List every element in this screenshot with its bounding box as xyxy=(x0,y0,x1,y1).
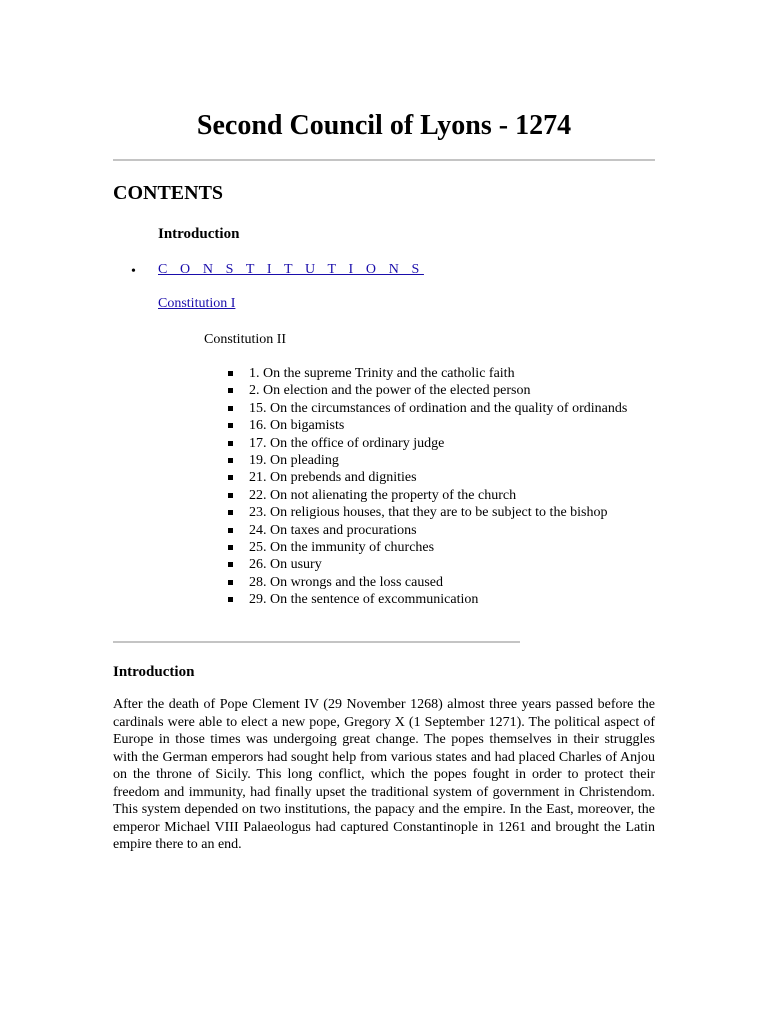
toc-item: 15. On the circumstances of ordination and the quality of ordinands xyxy=(249,400,655,417)
introduction-heading: Introduction xyxy=(113,664,195,680)
toc-item: 2. On election and the power of the elected person xyxy=(249,382,655,399)
toc-item: 26. On usury xyxy=(249,556,655,573)
toc-item: 25. On the immunity of churches xyxy=(249,539,655,556)
constitution-i-link[interactable]: Constitution I xyxy=(158,296,236,311)
toc-item: 16. On bigamists xyxy=(249,417,655,434)
contents-heading: CONTENTS xyxy=(113,182,224,204)
toc-list xyxy=(249,365,655,609)
introduction-paragraph: After the death of Pope Clement IV (29 November 1268) almost three years passed before the cardinals were able to elect a new pope, Gregory X (1 September 1271). The political aspect of Europe in those times was undergoing great change. The popes themselves in their struggles with the German emperors had sought help from various states and had placed Charles of Anjou on the throne of Sicily. This long conflict, which the popes fought in order to protect their freedom and immunity, had finally upset the traditional system of government in Christendom. This system depended on two institutions, the papacy and the empire. In the East, moreover, the emperor Michael VIII Palaeologus had captured Constantinople in 1261 and brought the Latin empire there to an end. xyxy=(113,697,655,852)
toc-item: 23. On religious houses, that they are to be subject to the bishop xyxy=(249,504,655,521)
toc-item: 19. On pleading xyxy=(249,452,655,469)
contents-introduction: Introduction xyxy=(158,226,240,242)
page-title: Second Council of Lyons - 1274 xyxy=(196,110,572,141)
toc-item: 17. On the office of ordinary judge xyxy=(249,435,655,452)
constitution-ii-label: Constitution II xyxy=(204,332,287,347)
toc-item: 21. On prebends and dignities xyxy=(249,469,655,486)
title-divider xyxy=(113,159,655,161)
toc-item: 22. On not alienating the property of the church xyxy=(249,487,655,504)
toc-item: 28. On wrongs and the loss caused xyxy=(249,574,655,591)
toc-item: 29. On the sentence of excommunication xyxy=(249,591,655,608)
bullet-icon: • xyxy=(131,264,136,279)
toc-item: 1. On the supreme Trinity and the catholic faith xyxy=(249,365,655,382)
toc-item: 24. On taxes and procurations xyxy=(249,522,655,539)
section-divider xyxy=(113,641,520,643)
constitutions-link[interactable]: C O N S T I T U T I O N S xyxy=(158,262,424,277)
